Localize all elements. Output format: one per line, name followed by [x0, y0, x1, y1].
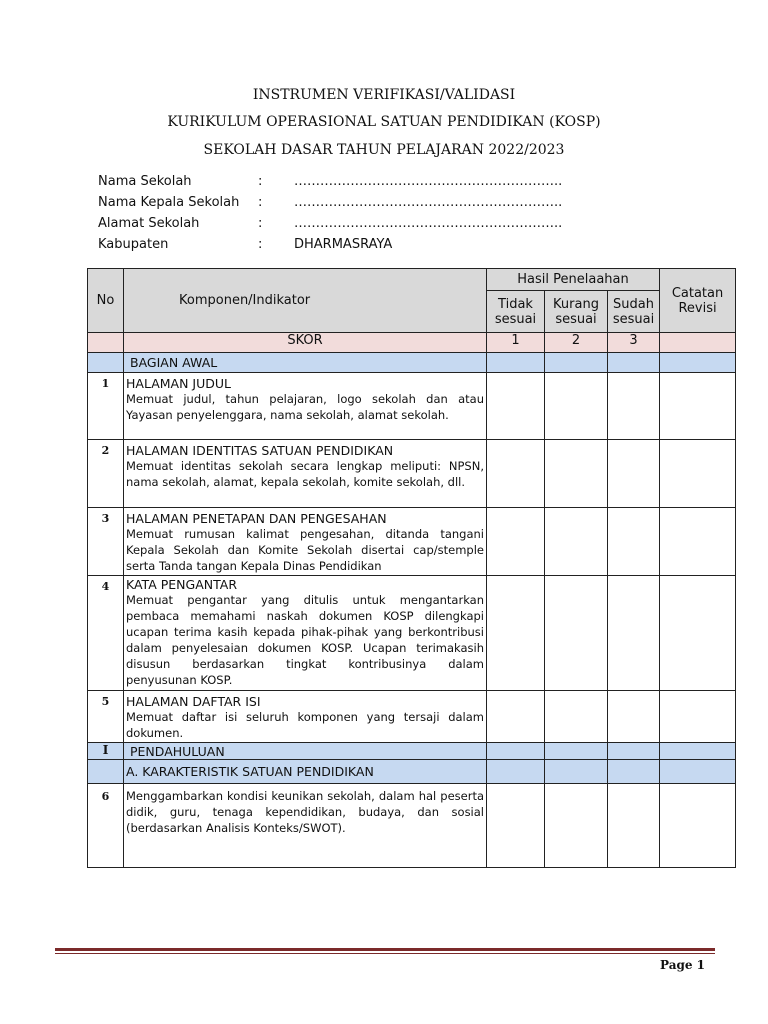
score-1: 1 [487, 333, 545, 353]
check-cell[interactable] [608, 576, 660, 691]
table-row [88, 440, 736, 508]
item-description: Menggambarkan kondisi keunikan sekolah, dalam hal peserta didik, guru, tenaga kependidikan, budaya, dan sosial (berdasarkan Analisis Konteks/SWOT). [126, 789, 484, 835]
table-row [88, 576, 736, 691]
notes-cell[interactable] [660, 576, 736, 691]
verification-table [87, 268, 736, 868]
score-label: SKOR [124, 333, 487, 353]
col-header-notes: Catatan Revisi [660, 269, 736, 333]
section-label: PENDAHULUAN [124, 743, 487, 760]
check-cell[interactable] [608, 691, 660, 743]
info-label: Nama Sekolah [98, 174, 192, 189]
item-number: 5 [88, 691, 124, 743]
item-description: Memuat identitas sekolah secara lengkap meliputi: NPSN, nama sekolah, alamat, kepala sekolah, komite sekolah, dll. [126, 459, 484, 489]
notes-cell[interactable] [660, 691, 736, 743]
footer-rule [55, 953, 715, 954]
check-cell[interactable] [487, 691, 545, 743]
info-colon: : [258, 174, 263, 189]
section-label: BAGIAN AWAL [124, 353, 487, 373]
item-number: 6 [88, 784, 124, 868]
check-cell[interactable] [545, 784, 608, 868]
info-row-principal [98, 192, 563, 213]
info-row-school-name [98, 171, 563, 192]
info-label: Kabupaten [98, 237, 169, 252]
doc-title-line1: INSTRUMEN VERIFIKASI/VALIDASI [252, 87, 516, 103]
col-header-component: Komponen/Indikator [124, 269, 487, 333]
info-label: Nama Kepala Sekolah [98, 195, 240, 210]
info-value: DHARMASRAYA [294, 237, 393, 252]
check-cell[interactable] [545, 508, 608, 576]
notes-cell[interactable] [660, 784, 736, 868]
info-row-address [98, 213, 563, 234]
notes-cell[interactable] [660, 373, 736, 440]
item-cell [124, 508, 487, 576]
info-value: …………………………………………………….. [294, 216, 563, 231]
notes-cell[interactable] [660, 508, 736, 576]
doc-title-line3: SEKOLAH DASAR TAHUN PELAJARAN 2022/2023 [203, 142, 565, 158]
item-title: HALAMAN PENETAPAN DAN PENGESAHAN [126, 511, 387, 526]
item-title: KATA PENGANTAR [126, 577, 238, 592]
item-title: HALAMAN JUDUL [126, 376, 231, 391]
section-row [88, 743, 736, 760]
check-cell[interactable] [608, 784, 660, 868]
subsection-label: A. KARAKTERISTIK SATUAN PENDIDIKAN [124, 760, 487, 784]
check-cell[interactable] [545, 373, 608, 440]
item-number: 2 [88, 440, 124, 508]
check-cell[interactable] [487, 576, 545, 691]
item-title: HALAMAN DAFTAR ISI [126, 694, 261, 709]
section-row [88, 353, 736, 373]
check-cell[interactable] [487, 508, 545, 576]
info-colon: : [258, 216, 263, 231]
check-cell[interactable] [545, 440, 608, 508]
table-row [88, 691, 736, 743]
table-row [88, 784, 736, 868]
check-cell[interactable] [487, 440, 545, 508]
school-info [98, 171, 563, 255]
item-cell [124, 576, 487, 691]
score-row [88, 333, 736, 353]
check-cell[interactable] [545, 691, 608, 743]
item-cell [124, 784, 487, 868]
item-cell [124, 440, 487, 508]
check-cell[interactable] [608, 373, 660, 440]
info-colon: : [258, 237, 263, 252]
score-cell [660, 333, 736, 353]
doc-title-line2: KURIKULUM OPERASIONAL SATUAN PENDIDIKAN (KOSP) [167, 114, 601, 130]
item-cell [124, 691, 487, 743]
info-row-regency [98, 234, 554, 255]
info-value: …………………………………………………….. [294, 195, 563, 210]
info-label: Alamat Sekolah [98, 216, 200, 231]
col-header-no: No [88, 269, 124, 333]
table-row [88, 373, 736, 440]
item-description: Memuat pengantar yang ditulis untuk mengantarkan pembaca memahami naskah dokumen KOSP dilengkapi ucapan terima kasih kepada pihak-pihak yang berkontribusi dalam penyelesaian dokumen KOSP. Ucapan terimakasih disusun berdasarkan tingkat kontribusinya dalam penyusunan KOSP. [126, 593, 484, 687]
item-number: 1 [88, 373, 124, 440]
table-row [88, 508, 736, 576]
item-cell [124, 373, 487, 440]
page-number: Page 1 [660, 958, 706, 972]
check-cell[interactable] [608, 508, 660, 576]
check-cell[interactable] [545, 576, 608, 691]
check-cell[interactable] [487, 784, 545, 868]
notes-cell[interactable] [660, 440, 736, 508]
subsection-row [88, 760, 736, 784]
info-colon: : [258, 195, 263, 210]
item-description: Memuat rumusan kalimat pengesahan, ditanda tangani Kepala Sekolah dan Komite Sekolah disertai cap/stemple serta Tanda tangan Kepala Dinas Pendidikan [126, 527, 484, 573]
check-cell[interactable] [608, 440, 660, 508]
info-value: …………………………………………………….. [294, 174, 563, 189]
score-2: 2 [545, 333, 608, 353]
section-number: I [88, 743, 124, 760]
check-cell[interactable] [487, 373, 545, 440]
item-number: 3 [88, 508, 124, 576]
col-header-less-suitable: Kurang sesuai [545, 291, 608, 333]
item-title: HALAMAN IDENTITAS SATUAN PENDIDIKAN [126, 443, 394, 458]
score-3: 3 [608, 333, 660, 353]
col-header-suitable: Sudah sesuai [608, 291, 660, 333]
item-number: 4 [88, 576, 124, 691]
footer-rule [55, 948, 715, 951]
item-description: Memuat judul, tahun pelajaran, logo sekolah dan atau Yayasan penyelenggara, nama sekolah, alamat sekolah. [126, 392, 484, 422]
item-description: Memuat daftar isi seluruh komponen yang tersaji dalam dokumen. [126, 710, 484, 740]
col-header-not-suitable: Tidak sesuai [487, 291, 545, 333]
score-cell [88, 333, 124, 353]
col-header-results: Hasil Penelaahan [487, 269, 660, 291]
